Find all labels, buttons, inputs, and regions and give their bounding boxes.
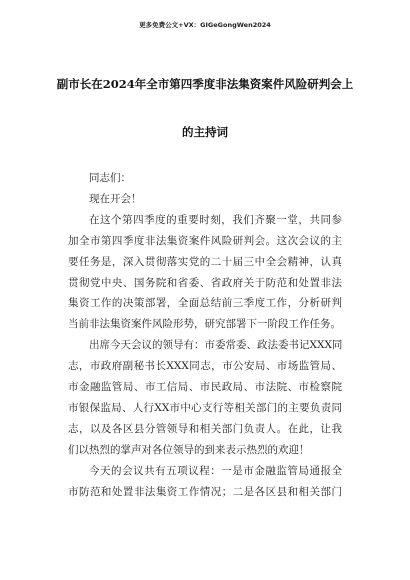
document-title-line-1: 副市长在2024年全市第四季度非法集资案件风险研判会上 bbox=[56, 77, 354, 91]
text-line: 市银保监局、人行XX市中心支行等相关部门的主要负责同 bbox=[68, 401, 342, 414]
text-line: 市防范和处置非法集资工作情况；二是各区县和相关部门 bbox=[68, 485, 342, 498]
opening-paragraph bbox=[68, 189, 342, 210]
document-title-line-2: 的主持词 bbox=[182, 125, 228, 139]
text-line: 加全市第四季度非法集资案件风险研判会。这次会议的主 bbox=[68, 234, 342, 247]
text-line: 今天的会议共有五项议程：一是市金融监管局通报全 bbox=[89, 464, 342, 477]
salutation-paragraph bbox=[68, 168, 342, 189]
text-line: 当前非法集资案件风险形势，研究部署下一阶段工作任务。 bbox=[68, 318, 341, 331]
header-note: 更多免费公文+VX：GIGeGongWen2024 bbox=[139, 21, 271, 29]
text-line: 现在开会！ bbox=[89, 192, 142, 205]
document-body bbox=[68, 168, 342, 503]
text-line: 要任务是，深入贯彻落实党的二十届三中全会精神，认真 bbox=[68, 255, 342, 268]
text-line: 在这个第四季度的重要时刻，我们齐聚一堂，共同参 bbox=[89, 213, 342, 226]
agenda-paragraph bbox=[68, 461, 342, 503]
text-line: 志，市政府副秘书长XXX同志，市公安局、市场监管局、 bbox=[68, 360, 342, 373]
text-line: 集资工作的决策部署，全面总结前三季度工作，分析研判 bbox=[68, 297, 342, 310]
attendees-paragraph bbox=[68, 335, 342, 460]
meeting-purpose-paragraph bbox=[68, 210, 342, 335]
text-line: 志，以及各区县分管领导和相关部门负责人。在此，让我 bbox=[68, 422, 342, 435]
text-line: 市金融监管局、市工信局、市民政局、市法院、市检察院 bbox=[68, 381, 342, 394]
text-line: 们以热烈的掌声对各位领导的到来表示热烈的欢迎！ bbox=[68, 443, 310, 456]
text-line: 出席今天会议的领导有：市委常委、政法委书记XXX同 bbox=[89, 339, 343, 352]
text-line: 贯彻党中央、国务院和省委、省政府关于防范和处置非法 bbox=[68, 276, 342, 289]
text-line: 同志们： bbox=[89, 172, 131, 184]
